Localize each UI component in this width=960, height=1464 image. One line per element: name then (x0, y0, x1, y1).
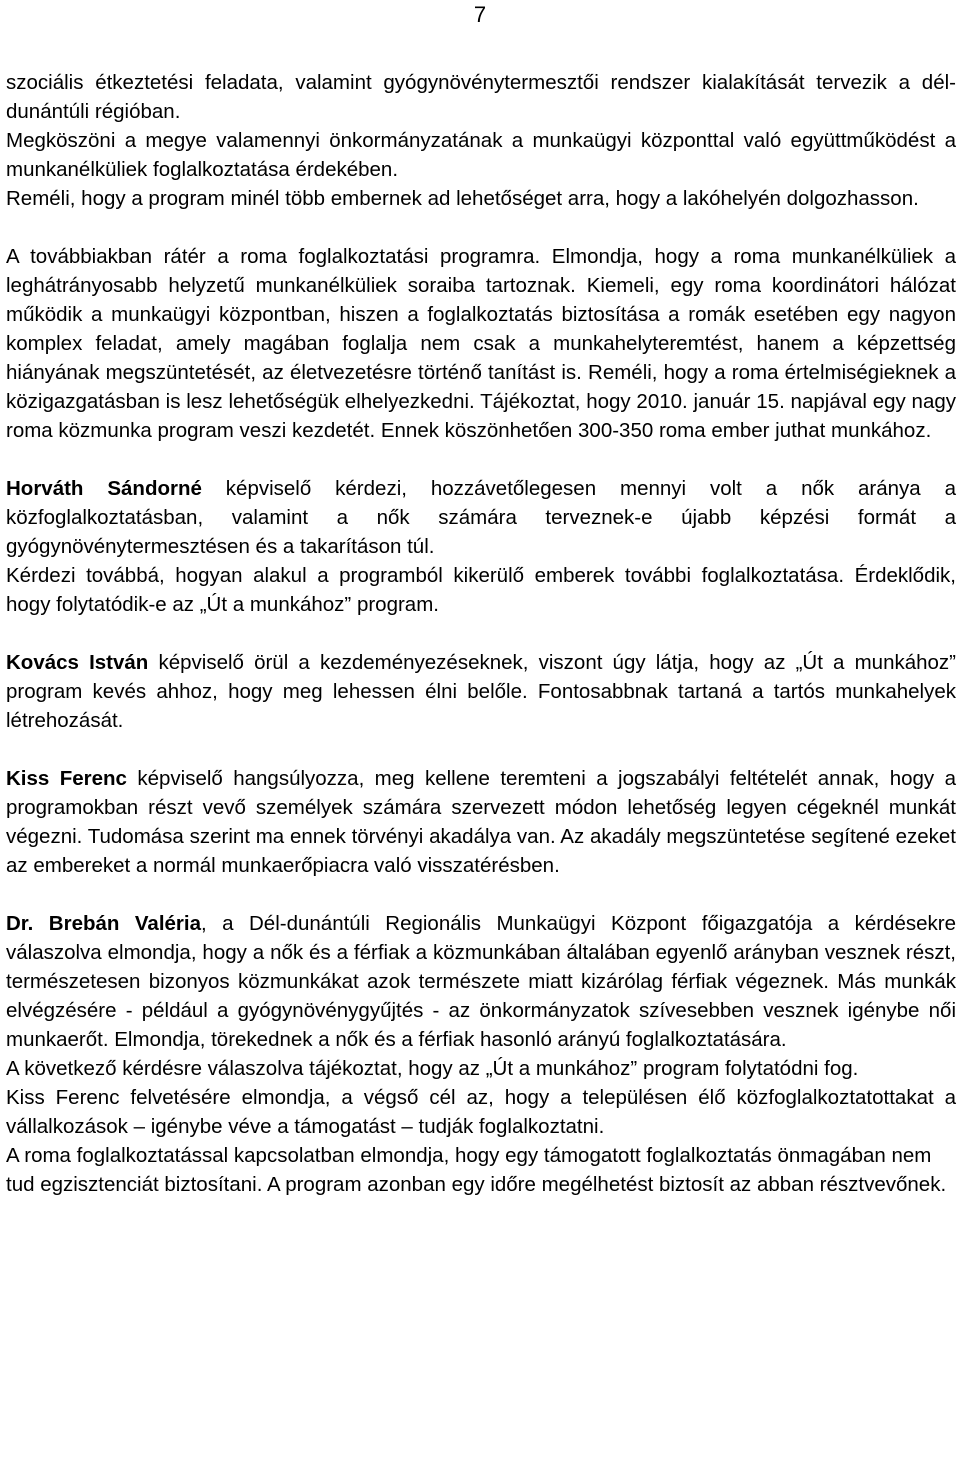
paragraph-breban-kiss-reply (6, 1083, 956, 1141)
paragraph-text: Kérdezi továbbá, hogyan alakul a programból kikerülő emberek további foglalkoztatása. Érdeklődik, hogy folytatódik-e az „Út a munkához” program. (6, 564, 956, 616)
paragraph-breban (6, 909, 956, 1054)
paragraph-regional-plans (6, 68, 956, 126)
speaker-name: Dr. Brebán Valéria (6, 912, 201, 935)
page-number-text: 7 (473, 2, 487, 27)
paragraph-kiss (6, 764, 956, 880)
document-body (6, 68, 956, 1199)
paragraph-horvath (6, 474, 956, 561)
paragraph-kovacs (6, 648, 956, 735)
paragraph-text: képviselő hangsúlyozza, meg kellene teremteni a jogszabályi feltételét annak, hogy a programokban részt vevő személyek számára szervezett módon lehetőség legyen cégeknél munkát végezni. Tudomása szerint ma ennek törvényi akadálya van. Az akadály megszüntetése segítené ezeket az embereket a normál munkaerőpiacra való visszatérésben. (6, 767, 956, 877)
paragraph-text: képviselő kérdezi, hozzávetőlegesen mennyi volt a nők aránya a közfoglalkoztatásban, valamint a nők számára terveznek-e újabb képzési formát a gyógynövénytermesztésen és a takarításon túl. (6, 477, 956, 558)
paragraph-breban-roma (6, 1141, 956, 1199)
paragraph-gap (6, 619, 956, 648)
speaker-name: Kovács István (6, 651, 149, 674)
paragraph-text: Reméli, hogy a program minél több embernek ad lehetőséget arra, hogy a lakóhelyén dolgozhasson. (6, 187, 919, 210)
paragraph-gap (6, 213, 956, 242)
paragraph-text: képviselő örül a kezdeményezéseknek, viszont úgy látja, hogy az „Út a munkához” program kevés ahhoz, hogy meg lehessen élni belőle. Fontosabbnak tartaná a tartós munkahelyek létrehozását. (6, 651, 957, 732)
paragraph-thanks (6, 126, 956, 184)
paragraph-text: A roma foglalkoztatással kapcsolatban elmondja, hogy egy támogatott foglalkoztatás önmagában nem tud egzisztenciát biztosítani. A program azonban egy időre megélhetést biztosít az abban résztvevőnek. (6, 1144, 947, 1196)
paragraph-text: , a Dél-dunántúli Regionális Munkaügyi Központ főigazgatója a kérdésekre válaszolva elmondja, hogy a nők és a férfiak a közmunkában általában egyenlő arányban vesznek részt, természetesen bizonyos közmunkákat azok természete miatt kizárólag férfiak végeznek. Más munkák elvégzésére - például a gyógynövénygyűjtés - az önkormányzatok szívesebben vesznek igénybe női munkaerőt. Elmondja, törekednek a nők és a férfiak hasonló arányú foglalkoztatására. (6, 912, 956, 1051)
paragraph-gap (6, 735, 956, 764)
paragraph-text: A következő kérdésre válaszolva tájékoztat, hogy az „Út a munkához” program folytatódni fog. (6, 1057, 859, 1080)
page-number (0, 2, 960, 28)
speaker-name: Horváth Sándorné (6, 477, 202, 500)
paragraph-gap (6, 880, 956, 909)
paragraph-text: Megköszöni a megye valamennyi önkormányzatának a munkaügyi központtal való együttműködést a munkanélküliek foglalkoztatása érdekében. (6, 129, 956, 181)
paragraph-text: szociális étkeztetési feladata, valamint gyógynövénytermesztői rendszer kialakítását tervezik a dél-dunántúli régióban. (6, 71, 956, 123)
paragraph-text: A továbbiakban rátér a roma foglalkoztatási programra. Elmondja, hogy a roma munkanélküliek a leghátrányosabb helyzetű munkanélküliek soraiba tartoznak. Kiemeli, egy roma koordinátori hálózat működik a munkaügyi központban, hiszen a foglalkoztatás biztosítása a romák esetében egy nagyon komplex feladat, amely magában foglalja nem csak a munkahelyteremtést, hanem a képzettség hiányának megszüntetését, az életvezetésre történő tanítást is. Reméli, hogy a roma értelmiségieknek a közigazgatásban is lesz lehetőségük elhelyezkedni. Tájékoztat, hogy 2010. január 15. napjával egy nagy roma közmunka program veszi kezdetét. Ennek köszönhetően 300-350 roma ember juthat munkához. (6, 245, 956, 442)
paragraph-roma-program (6, 242, 956, 445)
paragraph-hope (6, 184, 956, 213)
paragraph-text: Kiss Ferenc felvetésére elmondja, a végső cél az, hogy a településen élő közfoglalkoztatottakat a vállalkozások – igénybe véve a támogatást – tudják foglalkoztatni. (6, 1086, 956, 1138)
paragraph-gap (6, 445, 956, 474)
paragraph-breban-next (6, 1054, 956, 1083)
paragraph-horvath-followup (6, 561, 956, 619)
speaker-name: Kiss Ferenc (6, 767, 127, 790)
